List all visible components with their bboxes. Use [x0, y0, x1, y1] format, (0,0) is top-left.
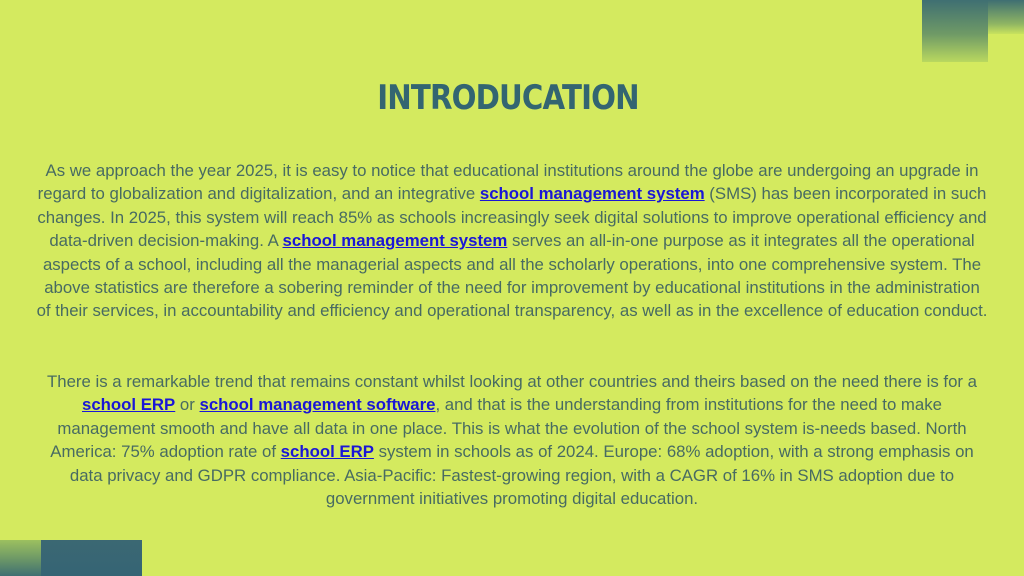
- school-management-system-link[interactable]: school management system: [282, 231, 508, 251]
- paragraph-text: (SMS) has been incorporated in such changes. In 2025, this system will reach 85% as schools increasingly seek digital solutions to improve operational efficiency and data-driven decision-making. A: [37, 184, 987, 251]
- school-management-software-link[interactable]: school management software: [199, 395, 436, 415]
- school-erp-link[interactable]: school ERP: [82, 395, 176, 415]
- paragraph-text: serves an all-in-one purpose as it integrates all the operational aspects of a school, including all the managerial aspects and all the scholarly operations, into one comprehensive system. The above statistics are therefore a sobering reminder of the need for improvement by educational institutions in the administration of their services, in accountability and efficiency and operational transparency, as well as in the excellence of education conduct.: [36, 231, 988, 321]
- corner-decoration-bottom-left: [41, 540, 142, 576]
- school-management-system-link[interactable]: school management system: [479, 184, 705, 204]
- corner-decoration-top-right-accent: [988, 0, 1024, 34]
- intro-paragraph-2: [36, 370, 988, 510]
- paragraph-text: or: [175, 395, 200, 415]
- corner-decoration-bottom-left-accent: [0, 540, 41, 576]
- paragraph-text: , and that is the understanding from institutions for the need to make management smooth and have all data in one place. This is what the evolution of the school system is-needs based. North America: 75% adoption rate of: [50, 395, 967, 462]
- school-erp-link[interactable]: school ERP: [280, 442, 374, 462]
- paragraph-text: There is a remarkable trend that remains constant whilst looking at other countries and theirs based on the need there is for a: [46, 372, 977, 391]
- paragraph-text: system in schools as of 2024. Europe: 68% adoption, with a strong emphasis on data privacy and GDPR compliance. Asia-Pacific: Fastest-growing region, with a CAGR of 16% in SMS adoption due to government initiatives promoting digital education.: [69, 442, 974, 509]
- intro-paragraph-1: [36, 159, 988, 323]
- page-title: INTRODUCATION: [377, 78, 639, 118]
- paragraph-text: As we approach the year 2025, it is easy to notice that educational institutions around the globe are undergoing an upgrade in regard to globalization and digitalization, and an integrative: [37, 161, 979, 204]
- corner-decoration-top-right: [922, 0, 988, 62]
